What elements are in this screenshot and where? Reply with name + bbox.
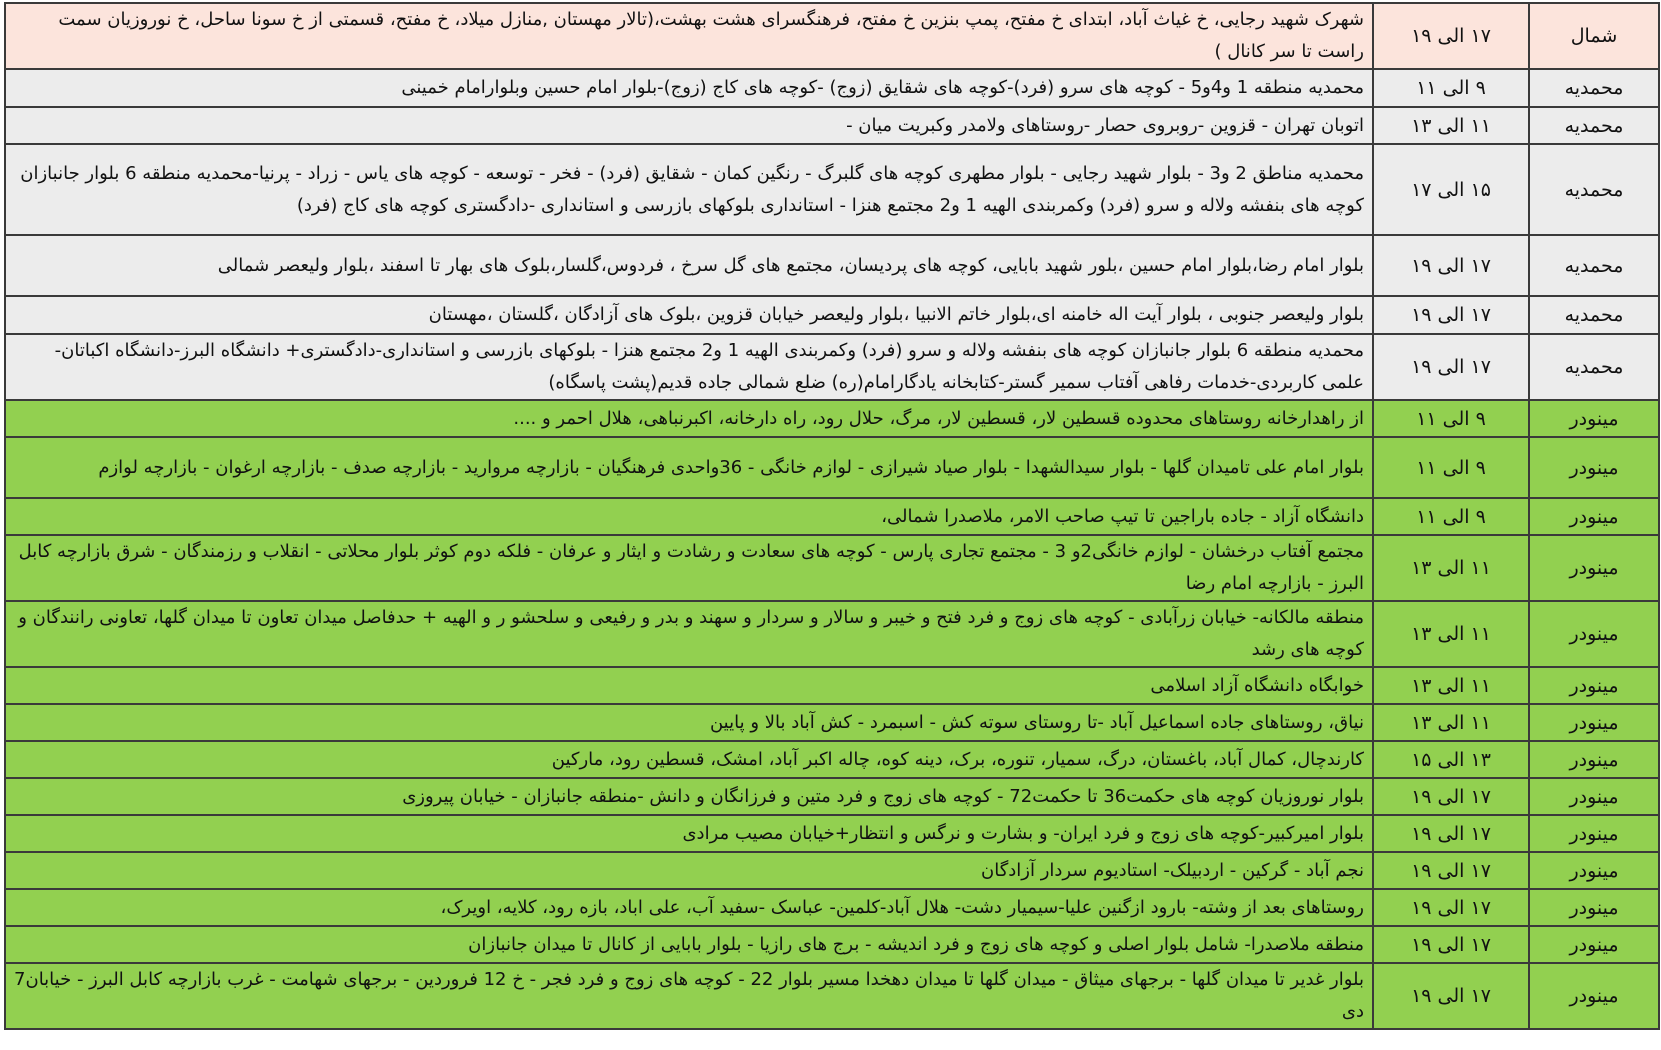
table-row: [5, 144, 1659, 235]
outage-schedule-table: [4, 2, 1660, 1030]
region-cell: مینودر: [1529, 963, 1659, 1029]
table-row: [5, 400, 1659, 437]
region-cell: محمدیه: [1529, 144, 1659, 235]
table-body: [5, 3, 1659, 1029]
time-range-cell: ۱۷ الی ۱۹: [1373, 889, 1529, 926]
region-cell: مینودر: [1529, 535, 1659, 601]
time-range-cell: ۱۷ الی ۱۹: [1373, 334, 1529, 400]
areas-cell: بلوار امام علی تامیدان گلها - بلوار سیدالشهدا - بلوار صیاد شیرازی - لوازم خانگی - 36واحدی فرهنگیان - بازارچه مروارید - بازارچه صدف - بازارچه ارغوان - بازارچه لوازم: [5, 437, 1373, 498]
region-cell: مینودر: [1529, 437, 1659, 498]
table-row: [5, 535, 1659, 601]
areas-cell: روستاهای بعد از وشته- بارود ازگنین علیا-سیمیار دشت- هلال آباد-کلمین- عباسک -سفید آب، علی اباد، بازه رود، کلایه، اویرک،: [5, 889, 1373, 926]
areas-cell: بلوار نوروزیان کوچه های حکمت36 تا حکمت72 - کوچه های زوج و فرد متین و فرزانگان و دانش -منطقه جانبازان - خیابان پیروزی: [5, 778, 1373, 815]
areas-cell: محمدیه مناطق 2 و3 - بلوار شهید رجایی - بلوار مطهری کوچه های گلبرگ - رنگین کمان - شقایق (فرد) - فخر - توسعه - کوچه های یاس - زراد - پرنیا-محمدیه منطقه 6 بلوار جانبازان کوچه های بنفشه ولاله و سرو (فرد) وکمربندی الهیه 1 و2 مجتمع هنزا - استانداری بلوکهای بازرسی و استانداری -دادگستری کوچه های کاج (فرد): [5, 144, 1373, 235]
table-row: [5, 296, 1659, 334]
time-range-cell: ۹ الی ۱۱: [1373, 400, 1529, 437]
region-cell: مینودر: [1529, 889, 1659, 926]
table-row: [5, 437, 1659, 498]
time-range-cell: ۱۷ الی ۱۹: [1373, 235, 1529, 296]
region-cell: مینودر: [1529, 778, 1659, 815]
table-row: [5, 235, 1659, 296]
time-range-cell: ۱۱ الی ۱۳: [1373, 107, 1529, 144]
areas-cell: از راهدارخانه روستاهای محدوده قسطین لار، قسطین لار، مرگ، حلال رود، راه دارخانه، اکبرنباهی، هلال احمر و ....: [5, 400, 1373, 437]
time-range-cell: ۱۱ الی ۱۳: [1373, 535, 1529, 601]
areas-cell: محمدیه منطقه 1 و4و5 - کوچه های سرو (فرد)-کوچه های شقایق (زوج) -کوچه های کاج (زوج)-بلوار امام حسین وبلوارامام خمینی: [5, 69, 1373, 107]
areas-cell: بلوار امام رضا،بلوار امام حسین ،بلور شهید بابایی، کوچه های پردیسان، مجتمع های گل سرخ ، فردوس،گلسار،بلوک های بهار تا اسفند ،بلوار ولیعصر شمالی: [5, 235, 1373, 296]
table-row: [5, 778, 1659, 815]
areas-cell: اتوبان تهران - قزوین -روبروی حصار -روستاهای ولامدر وکبریت میان -: [5, 107, 1373, 144]
time-range-cell: ۱۱ الی ۱۳: [1373, 601, 1529, 667]
table-row: [5, 852, 1659, 889]
time-range-cell: ۱۷ الی ۱۹: [1373, 963, 1529, 1029]
region-cell: مینودر: [1529, 667, 1659, 704]
time-range-cell: ۹ الی ۱۱: [1373, 498, 1529, 535]
areas-cell: شهرک شهید رجایی، خ غیاث آباد، ابتدای خ مفتح، پمپ بنزین خ مفتح، فرهنگسرای هشت بهشت،(تالار مهستان ,منازل میلاد، خ مفتح، قسمتی از خ سونا ساحل، خ نوروزیان سمت راست تا سر کانال ): [5, 3, 1373, 69]
areas-cell: منطقه مالکانه- خیابان زرآبادی - کوچه های زوج و فرد فتح و خیبر و سالار و سردار و سهند و بدر و رفیعی و سلحشو ر و الهیه + حدفاصل میدان تعاون تا میدان گلها، تعاونی رانندگان و کوچه های رشد: [5, 601, 1373, 667]
time-range-cell: ۱۷ الی ۱۹: [1373, 296, 1529, 334]
table-row: [5, 498, 1659, 535]
region-cell: مینودر: [1529, 498, 1659, 535]
region-cell: محمدیه: [1529, 107, 1659, 144]
areas-cell: بلوار امیرکبیر-کوچه های زوج و فرد ایران- و بشارت و نرگس و انتظار+خیابان مصیب مرادی: [5, 815, 1373, 852]
region-cell: مینودر: [1529, 926, 1659, 963]
time-range-cell: ۹ الی ۱۱: [1373, 437, 1529, 498]
region-cell: شمال: [1529, 3, 1659, 69]
table-row: [5, 741, 1659, 778]
table-row: [5, 107, 1659, 144]
areas-cell: دانشگاه آزاد - جاده باراجین تا تیپ صاحب الامر، ملاصدرا شمالی،: [5, 498, 1373, 535]
areas-cell: مجتمع آفتاب درخشان - لوازم خانگی2و 3 - مجتمع تجاری پارس - کوچه های سعادت و رشادت و ایثار و عرفان - فلکه دوم کوثر بلوار محلاتی - انقلاب و رزمندگان - شرق بازارچه کابل البرز - بازارچه امام رضا: [5, 535, 1373, 601]
table-row: [5, 667, 1659, 704]
time-range-cell: ۱۷ الی ۱۹: [1373, 778, 1529, 815]
time-range-cell: ۱۱ الی ۱۳: [1373, 704, 1529, 741]
table-row: [5, 69, 1659, 107]
time-range-cell: ۱۷ الی ۱۹: [1373, 852, 1529, 889]
time-range-cell: ۱۷ الی ۱۹: [1373, 926, 1529, 963]
areas-cell: نیاق، روستاهای جاده اسماعیل آباد -تا روستای سوته کش - اسبمرد - کش آباد بالا و پایین: [5, 704, 1373, 741]
table-row: [5, 889, 1659, 926]
region-cell: مینودر: [1529, 741, 1659, 778]
table-row: [5, 601, 1659, 667]
time-range-cell: ۱۳ الی ۱۵: [1373, 741, 1529, 778]
table-row: [5, 815, 1659, 852]
time-range-cell: ۱۱ الی ۱۳: [1373, 667, 1529, 704]
time-range-cell: ۱۷ الی ۱۹: [1373, 815, 1529, 852]
region-cell: محمدیه: [1529, 296, 1659, 334]
areas-cell: خوابگاه دانشگاه آزاد اسلامی: [5, 667, 1373, 704]
table-row: [5, 704, 1659, 741]
areas-cell: نجم آباد - گرکین - اردبیلک- استادیوم سردار آزادگان: [5, 852, 1373, 889]
region-cell: محمدیه: [1529, 235, 1659, 296]
region-cell: مینودر: [1529, 704, 1659, 741]
time-range-cell: ۹ الی ۱۱: [1373, 69, 1529, 107]
areas-cell: منطقه ملاصدرا- شامل بلوار اصلی و کوچه های زوج و فرد اندیشه - برج های رازیا - بلوار بابایی از کانال تا میدان جانبازان: [5, 926, 1373, 963]
areas-cell: بلوار غدیر تا میدان گلها - برجهای میثاق - میدان گلها تا میدان دهخدا مسیر بلوار 22 - کوچه های زوج و فرد فجر - خ 12 فروردین - برجهای شهامت - غرب بازارچه کابل البرز - خیابان7 دی: [5, 963, 1373, 1029]
time-range-cell: ۱۷ الی ۱۹: [1373, 3, 1529, 69]
areas-cell: محمدیه منطقه 6 بلوار جانبازان کوچه های بنفشه ولاله و سرو (فرد) وکمربندی الهیه 1 و2 مجتمع هنزا - بلوکهای بازرسی و استانداری-دادگستری+ دانشگاه البرز-دانشگاه اکباتان-علمی کاربردی-خدمات رفاهی آفتاب سمیر گستر-کتابخانه یادگارامام(ره) ضلع شمالی جاده قدیم(پشت پاسگاه): [5, 334, 1373, 400]
region-cell: محمدیه: [1529, 334, 1659, 400]
areas-cell: بلوار ولیعصر جنوبی ، بلوار آیت اله خامنه ای،بلوار خاتم الانبیا ،بلوار ولیعصر خیابان قزوین ،بلوک های آزادگان ،گلستان ،مهستان: [5, 296, 1373, 334]
areas-cell: کارندچال، کمال آباد، باغستان، درگ، سمیار، تنوره، برک، دینه کوه، چاله اکبر آباد، امشک، قسطین رود، مارکین: [5, 741, 1373, 778]
table-row: [5, 926, 1659, 963]
region-cell: مینودر: [1529, 815, 1659, 852]
time-range-cell: ۱۵ الی ۱۷: [1373, 144, 1529, 235]
region-cell: مینودر: [1529, 852, 1659, 889]
table-row: [5, 963, 1659, 1029]
table-row: [5, 334, 1659, 400]
region-cell: مینودر: [1529, 400, 1659, 437]
region-cell: مینودر: [1529, 601, 1659, 667]
table-row: [5, 3, 1659, 69]
region-cell: محمدیه: [1529, 69, 1659, 107]
